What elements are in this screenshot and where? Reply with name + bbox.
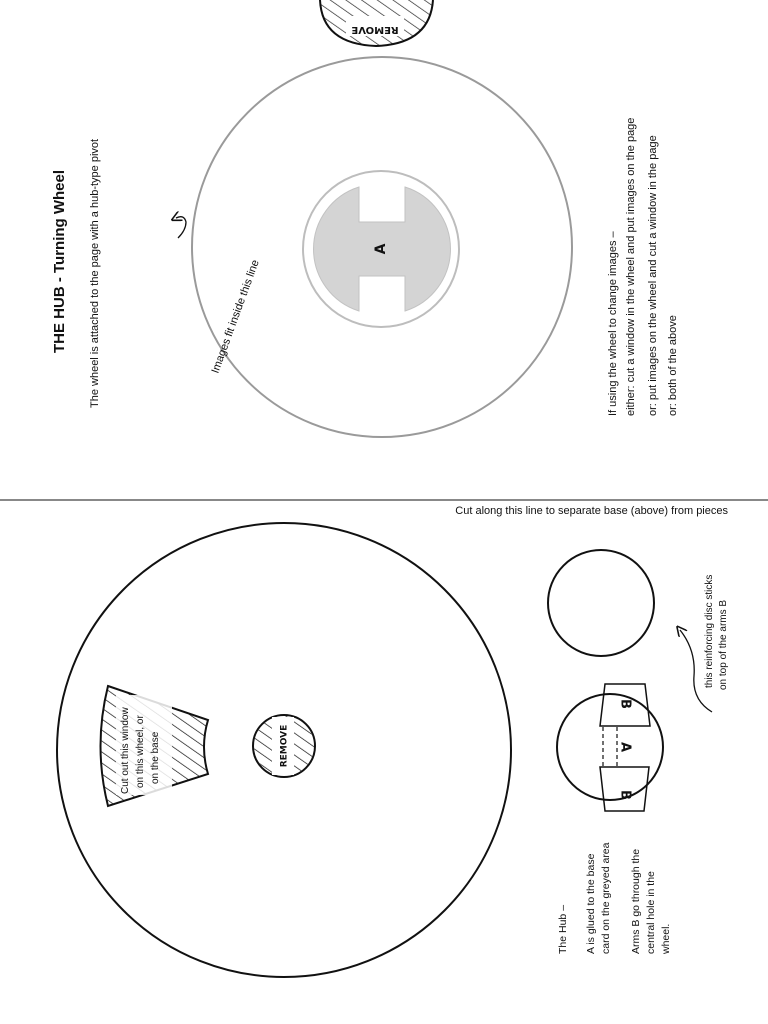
instruction-line-4: or: both of the above xyxy=(667,315,679,416)
hub-note-title: The Hub – xyxy=(557,904,569,954)
images-fit-label: Images fit inside this line xyxy=(209,258,262,376)
hub-piece xyxy=(557,684,663,811)
window-note-line-1: Cut out this window xyxy=(120,707,131,794)
instruction-line-1: If using the wheel to change images – xyxy=(607,231,619,416)
disc-note-line-1: this reinforcing disc sticks xyxy=(704,574,715,688)
hub-note-a-line-2: card on the greyed area xyxy=(600,842,612,954)
cut-line-label: Cut along this line to separate base (above) from pieces xyxy=(455,505,728,517)
wheel-center-remove xyxy=(253,715,315,777)
hub-note-a-line-1: A is glued to the base xyxy=(585,853,597,954)
instruction-line-3: or: put images on the wheel and cut a window in the page xyxy=(647,135,659,416)
reinforcing-disc xyxy=(548,550,654,656)
hub-piece-a-label: A xyxy=(617,741,633,753)
images-fit-arrow xyxy=(176,217,186,238)
top-remove-tab xyxy=(320,0,433,46)
window-note-line-3: on the base xyxy=(150,731,161,784)
hub-note-b-line-2: central hole in the xyxy=(645,871,657,954)
top-remove-label: REMOVE xyxy=(351,24,399,35)
disc-note-line-2: on top of the arms B xyxy=(718,599,729,690)
hub-a-label: A xyxy=(373,243,389,255)
instruction-line-2: either: cut a window in the wheel and put images on the page xyxy=(625,117,637,416)
window-note-line-2: on this wheel, or xyxy=(135,715,146,788)
page-subtitle: The wheel is attached to the page with a hub-type pivot xyxy=(89,138,101,408)
hub-arm-b-left-label: B xyxy=(617,790,633,800)
hub-note-b-line-1: Arms B go through the xyxy=(630,848,642,954)
page-title: THE HUB - Turning Wheel xyxy=(51,169,68,353)
hub-arm-b-right-label: B xyxy=(617,699,633,709)
wheel-remove-label: REMOVE xyxy=(279,724,290,768)
hub-note-b-line-3: wheel. xyxy=(660,923,672,954)
